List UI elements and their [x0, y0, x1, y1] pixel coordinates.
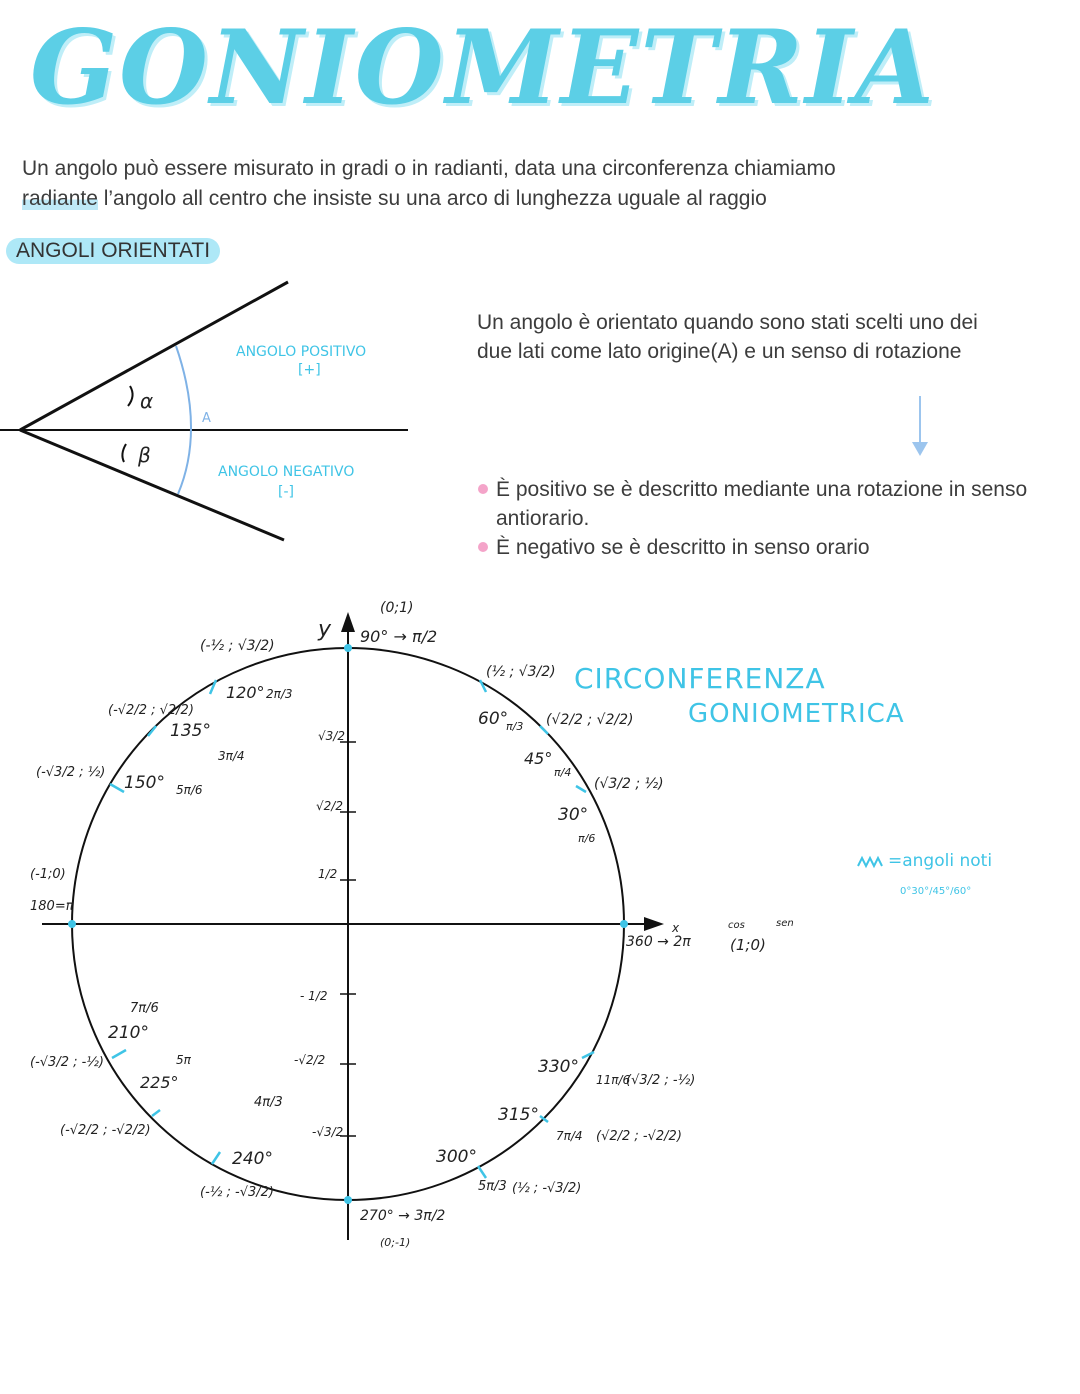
intro-line-1: Un angolo può essere misurato in gradi o in radianti, data una circonferenza chiamiamo: [22, 157, 836, 180]
left-coord: (-1;0): [30, 867, 66, 882]
radian-label: π/6: [578, 832, 596, 845]
top-angle-label: 90° → π/2: [360, 627, 438, 646]
coord-label: (-½ ; √3/2): [200, 638, 275, 654]
radian-label: 2π/3: [266, 687, 293, 701]
axis-tick-label: 1/2: [318, 867, 338, 881]
axis-tick-label: -√2/2: [294, 1053, 326, 1067]
degree-label: 120°: [226, 683, 265, 702]
zigzag-marker-icon: [858, 858, 882, 866]
radian-label: 5π/3: [478, 1179, 507, 1194]
degree-label: 300°: [436, 1147, 477, 1167]
x-axis-label: x: [672, 921, 680, 935]
radian-label: π/3: [506, 720, 524, 733]
axis-tick-label: √3/2: [318, 729, 345, 743]
radian-label: 7π/6: [130, 1001, 159, 1016]
coord-label: (½ ; √3/2): [486, 664, 556, 680]
coord-label: (-√2/2 ; -√2/2): [60, 1123, 151, 1138]
degree-label: 210°: [108, 1023, 149, 1043]
down-arrow-icon: [908, 396, 932, 460]
coord-label: (√2/2 ; √2/2): [546, 712, 634, 728]
left-angle-label: 180=π: [30, 899, 74, 914]
intro-text: [22, 154, 1052, 214]
degree-label: 225°: [140, 1073, 179, 1092]
coord-label: (√2/2 ; -√2/2): [596, 1129, 682, 1144]
degree-label: 240°: [232, 1149, 273, 1169]
bullet-dot-icon: [478, 542, 488, 552]
bullet-positive: È positivo se è descritto mediante una rotazione in senso antiorario.: [478, 475, 1068, 533]
radian-label: 7π/4: [556, 1129, 583, 1143]
radian-label: π/4: [554, 766, 572, 779]
oriented-definition: Un angolo è orientato quando sono stati scelti uno dei due lati come lato origine(A) e un senso di rotazione: [477, 311, 978, 363]
degree-label: 60°: [478, 709, 509, 729]
radian-label: 5π/6: [176, 783, 203, 797]
circle-title-line-2: GONIOMETRICA: [688, 699, 905, 729]
coord-label: (-½ ; -√3/2): [200, 1185, 274, 1200]
degree-label: 315°: [498, 1105, 539, 1125]
coord-label: (√3/2 ; ½): [594, 776, 664, 792]
alpha-arrow: [128, 386, 133, 406]
negative-angle-label: ANGOLO NEGATIVO: [218, 464, 355, 480]
axis-tick-label: -√3/2: [312, 1125, 344, 1139]
radian-label: 4π/3: [254, 1095, 283, 1110]
radian-label: 3π/4: [218, 749, 245, 763]
section-label-angoli-orientati: ANGOLI ORIENTATI: [6, 238, 220, 264]
negative-sign: [-]: [278, 484, 294, 500]
cos-label: cos: [728, 920, 745, 931]
origin-a-label: A: [202, 411, 211, 426]
y-axis-arrow-icon: [341, 612, 355, 632]
radian-label: 5π: [176, 1053, 191, 1067]
known-angles-list: 0°30°/45°/60°: [900, 886, 972, 897]
degree-label: 30°: [558, 805, 589, 825]
right-angle-label: 360 → 2π: [626, 934, 691, 950]
coord-label: (-√2/2 ; √2/2): [108, 703, 194, 718]
radian-label: 11π/6: [596, 1073, 631, 1087]
degree-label: 45°: [524, 749, 553, 768]
top-coord: (0;1): [380, 600, 414, 616]
radiante-highlight: radiante: [22, 187, 98, 210]
known-angles-note: =angoli noti: [888, 851, 993, 871]
degree-label: 330°: [538, 1057, 579, 1077]
sen-label: sen: [776, 918, 794, 929]
coord-label: (√3/2 ; -½): [626, 1073, 696, 1088]
coord-label: (-√3/2 ; -½): [30, 1055, 104, 1070]
angle-arc: [176, 346, 191, 494]
axis-tick-label: - 1/2: [300, 989, 328, 1003]
unit-circle-diagram: [0, 580, 1080, 1280]
degree-label: 135°: [170, 721, 211, 741]
circle-title-line-1: CIRCONFERENZA: [574, 662, 826, 695]
positive-sign: [+]: [298, 362, 321, 378]
coord-label: (-√3/2 ; ½): [36, 765, 106, 780]
y-axis-label: y: [318, 617, 332, 642]
bullet-dot-icon: [478, 484, 488, 494]
intro-line-2: [22, 184, 1052, 214]
bottom-angle-label: 270° → 3π/2: [360, 1208, 446, 1224]
orientation-bullets: [478, 475, 1068, 562]
lower-ray: [20, 430, 284, 540]
axis-tick-label: √2/2: [316, 799, 343, 813]
coord-label: (½ ; -√3/2): [512, 1181, 582, 1196]
beta-arrow: [122, 444, 126, 462]
oriented-angle-diagram: [0, 270, 430, 560]
intro-line-2-rest: l’angolo all centro che insiste su una arco di lunghezza uguale al raggio: [97, 187, 767, 210]
right-coord: (1;0): [730, 936, 766, 954]
page-title: GONIOMETRIA: [30, 8, 936, 128]
positive-angle-label: ANGOLO POSITIVO: [236, 344, 367, 360]
degree-label: 150°: [124, 773, 165, 793]
x-axis-arrow-icon: [644, 917, 664, 931]
bottom-coord: (0;-1): [380, 1236, 411, 1249]
beta-label: β: [138, 443, 151, 467]
bullet-negative: È negativo se è descritto in senso orario: [478, 533, 1068, 562]
alpha-label: α: [140, 389, 154, 413]
